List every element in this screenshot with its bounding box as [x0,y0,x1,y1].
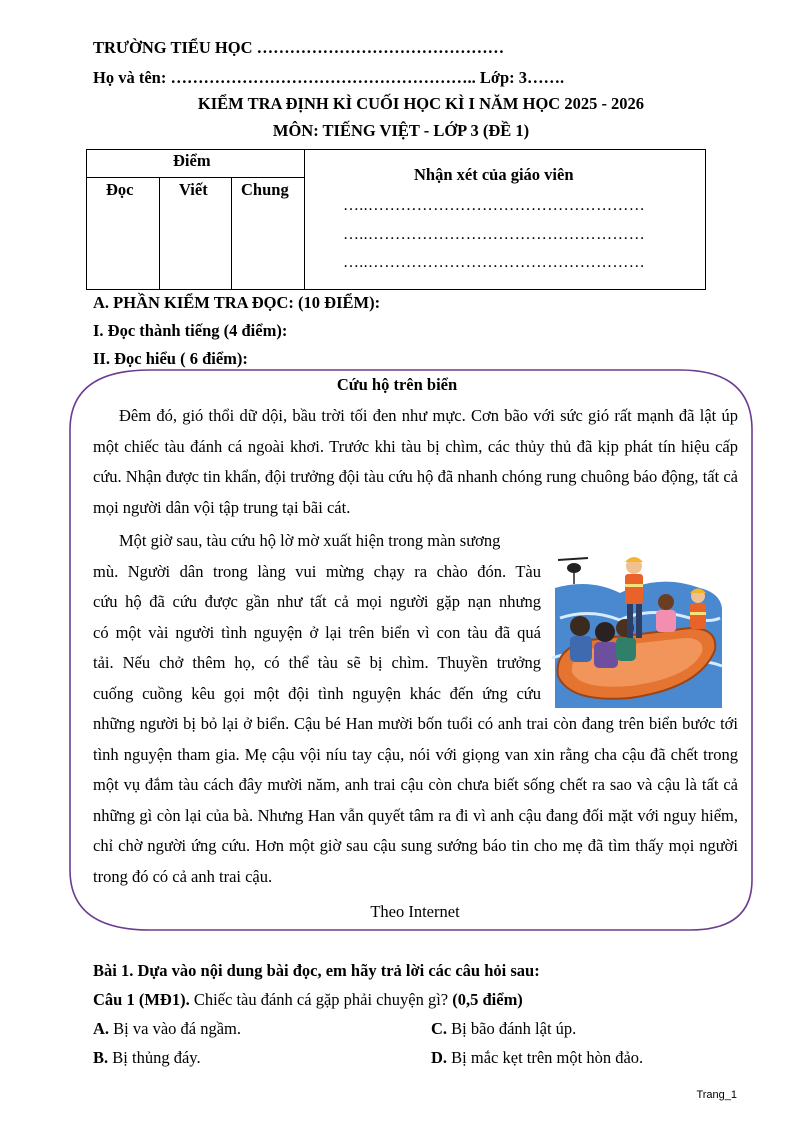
score-col-writing: Viết [179,180,208,199]
part-1-heading: I. Đọc thành tiếng (4 điểm): [93,321,288,340]
subject-title: MÔN: TIẾNG VIỆT - LỚP 3 (ĐỀ 1) [272,121,530,140]
page-number: Trang_1 [696,1089,737,1101]
comment-line[interactable]: …..…………………………………………… [343,197,645,214]
comment-line[interactable]: …..…………………………………………… [343,226,645,243]
story-paragraph-1: Đêm đó, gió thổi dữ dội, bầu trời tối đen như mực. Cơn bão với sức gió rất mạnh đã lật úp một chiếc tàu đánh cá ngoài khơi. Trước khi tàu bị chìm, các thủy thủ đã kịp phát tín hiệu cấp cứu. Nhận được tin khẩn, đội trưởng đội tàu cứu hộ đã nhanh chóng rung chuông báo động, tất cả mọi người dân vội tập trung tại bãi cát. [93,406,738,517]
answer-option-c[interactable]: C. Bị bão đánh lật úp. [431,1019,577,1038]
rescue-boat-illustration [550,548,725,714]
answer-option-b[interactable]: B. Bị thủng đáy. [93,1048,201,1067]
story-paragraph-2-rest: những người bị bỏ lại ở biển. Cậu bé Han mười bốn tuổi có anh trai còn đang trên biển bước tới tình nguyện tham gia. Mẹ cậu vội níu tay cậu, nói với giọng van xin rằng cha cậu đã chết trong một vụ đắm tàu cách đây mười năm, anh trai cậu còn chưa biết sống chết ra sao và cậu là tất cả những gì còn lại của bà. Nhưng Han vẫn quyết tâm ra đi vì anh cậu đang đối mặt với nguy hiểm, chỉ chờ người ứng cứu. Hơn một giờ sau cậu sung sướng báo tin cho mẹ đã tìm thấy mọi người trong đó có cả anh trai cậu. [93,714,738,886]
student-name-line: Họ và tên: ……………………………………………….. Lớp: 3……. [93,68,565,87]
question-text: Chiếc tàu đánh cá gặp phải chuyện gì? [189,990,453,1009]
school-line: TRƯỜNG TIỂU HỌC ……………………………………… [93,38,505,57]
score-header: Điểm [173,151,211,170]
exercise-title: Bài 1. Dựa vào nội dung bài đọc, em hãy trả lời các câu hỏi sau: [93,961,540,980]
question-label: Câu 1 (MĐ1). [93,990,190,1009]
question-1 [93,990,523,1010]
score-col-reading: Đọc [106,180,134,199]
story-line: tải. Nếu chở thêm họ, có thể tàu sẽ bị chìm. Thuyền trưởng [93,653,541,672]
story-line: có một vài người tình nguyện ở lại trên biển vì con tàu đã quá [93,622,541,642]
story-source: Theo Internet [370,902,460,921]
score-col-total: Chung [241,180,289,199]
story-title: Cứu hộ trên biển [336,375,458,394]
question-points: (0,5 điểm) [452,990,523,1009]
story-line: cuống cuồng kêu gọi một đội tình nguyện khác đến ứng cứu [93,683,541,703]
answer-option-a[interactable]: A. Bị va vào đá ngầm. [93,1019,242,1038]
answer-option-d[interactable]: D. Bị mắc kẹt trên một hòn đảo. [431,1048,644,1067]
story-line: mù. Người dân trong làng vui mừng chạy ra chào đón. Tàu [93,561,541,581]
story-paragraph-2-wrapped [93,526,541,709]
story-line: Một giờ sau, tàu cứu hộ lờ mờ xuất hiện trong màn sương [119,531,501,550]
helicopter-icon [558,558,588,584]
teacher-comment-header: Nhận xét của giáo viên [414,165,574,184]
story-line: cứu hộ đã cứu được gần như tất cả mọi người gặp nạn nhưng [93,592,541,611]
comment-line[interactable]: …..…………………………………………… [343,254,645,271]
part-a-heading: A. PHẦN KIỂM TRA ĐỌC: (10 ĐIỂM): [93,293,381,312]
part-2-heading: II. Đọc hiểu ( 6 điểm): [93,349,248,368]
exam-title: KIỂM TRA ĐỊNH KÌ CUỐI HỌC KÌ I NĂM HỌC 2025 - 2026 [197,94,645,113]
